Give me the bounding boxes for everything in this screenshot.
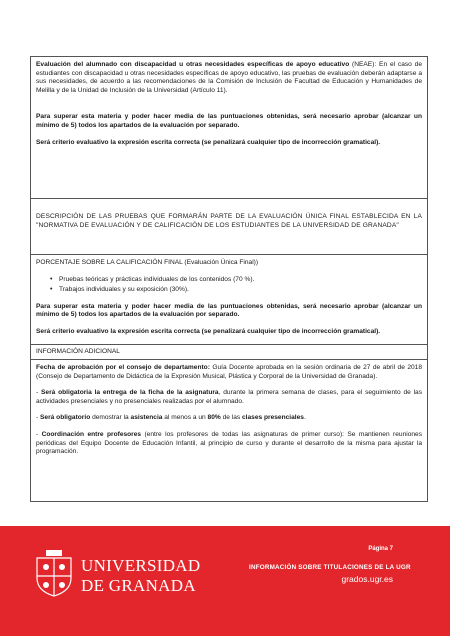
approval-date-text: Guía Docente aprobada en la sesión ordinaria de 27 de abril de 2018 (Consejo de Departamento de Didáctica de la Expresión Musical, Plástica y Corporal de la Universidad de Granada).: [36, 364, 422, 380]
course-sheet-text: , durante la primera semana de clases, para el seguimiento de las actividades presenciales y no presenciales realizadas por el alumnado.: [36, 389, 422, 405]
attendance-bold: Será obligatorio: [40, 414, 91, 422]
coordination-label: Coordinación entre profesores: [41, 430, 142, 438]
approval-date-paragraph: [36, 364, 422, 381]
additional-info-heading: INFORMACIÓN ADICIONAL: [36, 348, 120, 355]
attendance-text: demostrar la: [90, 414, 131, 422]
attendance-bold: asistencia: [130, 414, 163, 422]
footer-info-title: INFORMACIÓN SOBRE TITULACIONES DE LA UGR: [249, 564, 411, 571]
dash: -: [36, 414, 41, 422]
additional-info-heading-cell: [31, 345, 427, 360]
list-item: • Trabajos individuales y su exposición (30%).: [59, 286, 422, 295]
single-final-evaluation-heading: DESCRIPCIÓN DE LAS PRUEBAS QUE FORMARÁN PARTE DE LA EVALUACIÓN ÚNICA FINAL ESTABLECIDA EN LA "NORMATIVA DE EVALUACIÓN Y DE CALIFICACIÓN DE LOS ESTUDIANTES DE LA UNIVERSIDAD DE GRANADA": [36, 213, 422, 229]
coordination-paragraph: [36, 431, 422, 457]
attendance-paragraph: [36, 414, 422, 423]
percentage-heading: PORCENTAJE SOBRE LA CALIFICACIÓN FINAL (Evaluación Única Final)): [36, 259, 259, 266]
attendance-text: .: [303, 414, 306, 422]
footer-banner: [0, 526, 450, 636]
attendance-text: de las: [220, 414, 242, 422]
page-number: Página 7: [368, 546, 393, 552]
writing-criterion-note: Será criterio evaluativo la expresión escrita correcta (se penalizará cualquier tipo de incorrección gramatical).: [36, 327, 381, 335]
dash: -: [36, 430, 42, 438]
coordination-text: (entre los profesores de todas las asignaturas de primer curso): Se mantienen reuniones periódicas del Equipo Docente de Educación Infantil, al principio de curso y durante el desarrollo de la misma para ajustar la programación.: [36, 430, 422, 456]
neae-evaluation-section: [31, 57, 427, 199]
footer-website: grados.ugr.es: [341, 574, 393, 584]
list-item: • Pruebas teóricas y prácticas individuales de los contenidos (70 %).: [59, 276, 422, 285]
neae-paragraph: [36, 61, 422, 95]
approval-date-label: Fecha de aprobación por el consejo de departamento:: [36, 364, 210, 371]
university-name-line1: UNIVERSIDAD: [81, 556, 201, 575]
university-seal-icon: [33, 548, 75, 598]
guide-table: [30, 56, 428, 502]
course-sheet-paragraph: [36, 389, 422, 406]
additional-info-section: [31, 360, 427, 501]
neae-text: (NEAE): En el caso de estudiantes con discapacidad u otras necesidades específicas de apoyo educativo, las pruebas de evaluación deberán adaptarse a sus necesidades, de acuerdo a las recomendaciones de la Comisión de Inclusión de Facultad de Educación y Humanidades de Melilla y de la Unidad de Inclusión de la Universidad (Artículo 11).: [36, 61, 422, 94]
final-grade-percentage-section: [31, 255, 427, 345]
course-sheet-label: Será obligatoria la entrega de la ficha de la asignatura: [41, 389, 219, 397]
ugr-logo: [33, 548, 223, 598]
dash: -: [36, 389, 41, 397]
attendance-bold: clases presenciales: [242, 414, 304, 422]
writing-criterion-note: Será criterio evaluativo la expresión escrita correcta (se penalizará cualquier tipo de incorrección gramatical).: [36, 138, 381, 146]
percentage-list: [59, 276, 422, 295]
single-final-evaluation-heading-cell: [31, 199, 427, 255]
neae-heading: Evaluación del alumnado con discapacidad u otras necesidades específicas de apoyo educativo: [36, 61, 350, 68]
pass-requirement-note: Para superar esta materia y poder hacer media de las puntuaciones obtenidas, será necesario aprobar (alcanzar un mínimo de 5) todos los apartados de la evaluación por separado.: [36, 113, 422, 129]
pass-requirement-note: Para superar esta materia y poder hacer media de las puntuaciones obtenidas, será necesario aprobar (alcanzar un mínimo de 5) todos los apartados de la evaluación por separado.: [36, 302, 422, 319]
attendance-text: al menos a un: [162, 414, 208, 422]
university-name-line2: DE GRANADA: [81, 576, 196, 595]
attendance-bold: 80%: [207, 414, 221, 422]
